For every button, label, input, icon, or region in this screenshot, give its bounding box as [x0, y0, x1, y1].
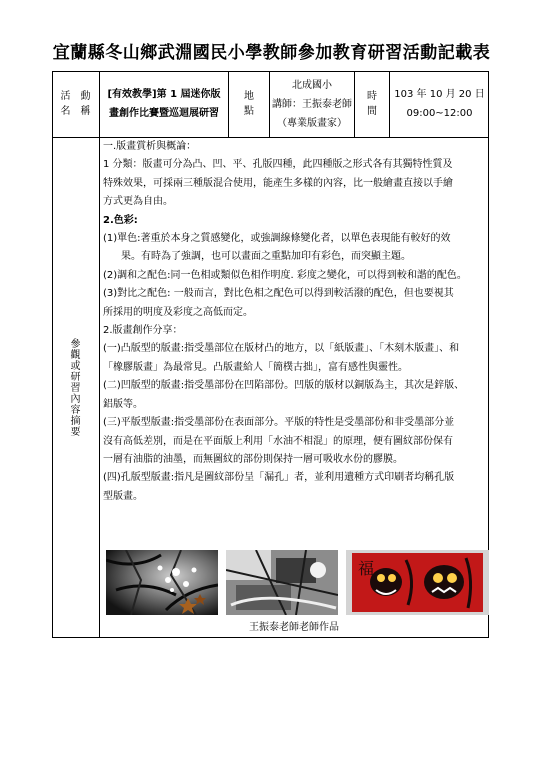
- content-line: 鋁版等。: [103, 398, 143, 410]
- time-hours: 09:00~12:00: [406, 108, 473, 119]
- content-line: 果。有時為了強調，也可以畫面之重點加印有彩色，而突顯主題。: [121, 251, 411, 263]
- content-line: 一.版畫賞析與概論：: [103, 141, 197, 152]
- artwork-caption: 王振泰老師老師作品: [249, 622, 339, 633]
- red-print-glyph: 福: [358, 559, 375, 578]
- content-line: (2)調和之配色:同一色相或類似色相作明度. 彩度之變化，可以得到較和諧的配色。: [103, 269, 467, 281]
- location-label: [229, 71, 269, 137]
- location-label-line-2: 點: [244, 106, 254, 117]
- page-title: 宜蘭縣冬山鄉武淵國民小學教師參加教育研習活動記載表: [52, 43, 491, 63]
- print-artwork-abstract-gray: [226, 550, 338, 615]
- content-side-label: 參觀或研習內容摘要: [70, 338, 81, 438]
- print-artwork-winter-branches: [106, 550, 218, 615]
- location-lecturer-title: （專業版畫家）: [277, 117, 347, 129]
- activity-name-label: [52, 71, 99, 137]
- location-label-line-1: 地: [244, 91, 254, 102]
- content-line: 沒有高低差別，而是在平面版上利用「水油不相混」的原理，便有圖紋部份保有: [103, 435, 453, 447]
- content-line: (二)凹版型的版畫:指受墨部份在凹陷部份。凹版的版材以銅版為主，其次是鋅版、: [103, 380, 465, 392]
- content-side-label-cell: [52, 138, 99, 638]
- content-line: (3)對比之配色: 一般而言，對比色相之配色可以得到較活潑的配色，但也要視其: [103, 288, 454, 300]
- content-line: 1 分類：版畫可分為凸、凹、平、孔版四種，此四種版之形式各有其獨特性質及: [103, 159, 453, 171]
- content-line: (一)凸版型的版畫:指受墨部位在版材凸的地方，以「紙版畫」、「木刻木版畫」、和: [103, 343, 460, 355]
- content-line: (1)單色:著重於本身之質感變化，或強調線條變化者，以單色表現能有較好的效: [103, 233, 451, 245]
- content-line: (四)孔版型版畫:指凡是圖紋部份呈「漏孔」者，並利用遺種方式印刷者均稱孔版: [103, 472, 455, 484]
- location-value: [270, 71, 354, 137]
- time-label-line-2: 間: [367, 106, 377, 117]
- content-line: 所採用的明度及彩度之高低而定。: [103, 306, 253, 318]
- time-label-line-1: 時: [367, 91, 377, 102]
- activity-name: [有效教學]第 1 屆迷你版畫創作比賽暨巡迴展研習: [107, 89, 221, 119]
- content-line: 方式更為自由。: [103, 196, 173, 208]
- content-line: 特殊效果，可採兩三種版混合使用，能產生多樣的內容，比一般繪畫直接以手繪: [103, 177, 453, 189]
- activity-label-line-2: 名 稱: [60, 106, 91, 117]
- content-line: 2.版畫創作分享：: [103, 325, 183, 337]
- content-line: 「橡膠版畫」為最常見。凸版畫給人「簡樸古拙」，富有感性與靈性。: [103, 361, 408, 373]
- location-school: 北成國小: [292, 79, 332, 91]
- content-line: (三)平版型版畫:指受墨部份在表面部分。平版的特性是受墨部份和非受墨部分並: [103, 417, 455, 429]
- content-summary: [99, 138, 489, 506]
- time-date: 103 年 10 月 20 日: [394, 89, 485, 100]
- time-label: [355, 71, 389, 137]
- content-line: 2.色彩:: [103, 214, 138, 226]
- content-line: 一層有油脂的油墨，而無圖紋的部份則保持一層可吸收水份的膠膜。: [103, 453, 403, 465]
- location-lecturer: 講師：王振泰老師: [272, 98, 352, 110]
- content-line: 型版畫。: [103, 490, 143, 502]
- activity-label-line-1: 活 動: [60, 91, 91, 102]
- time-value: [390, 71, 489, 137]
- print-artwork-red-tiger: [346, 550, 489, 615]
